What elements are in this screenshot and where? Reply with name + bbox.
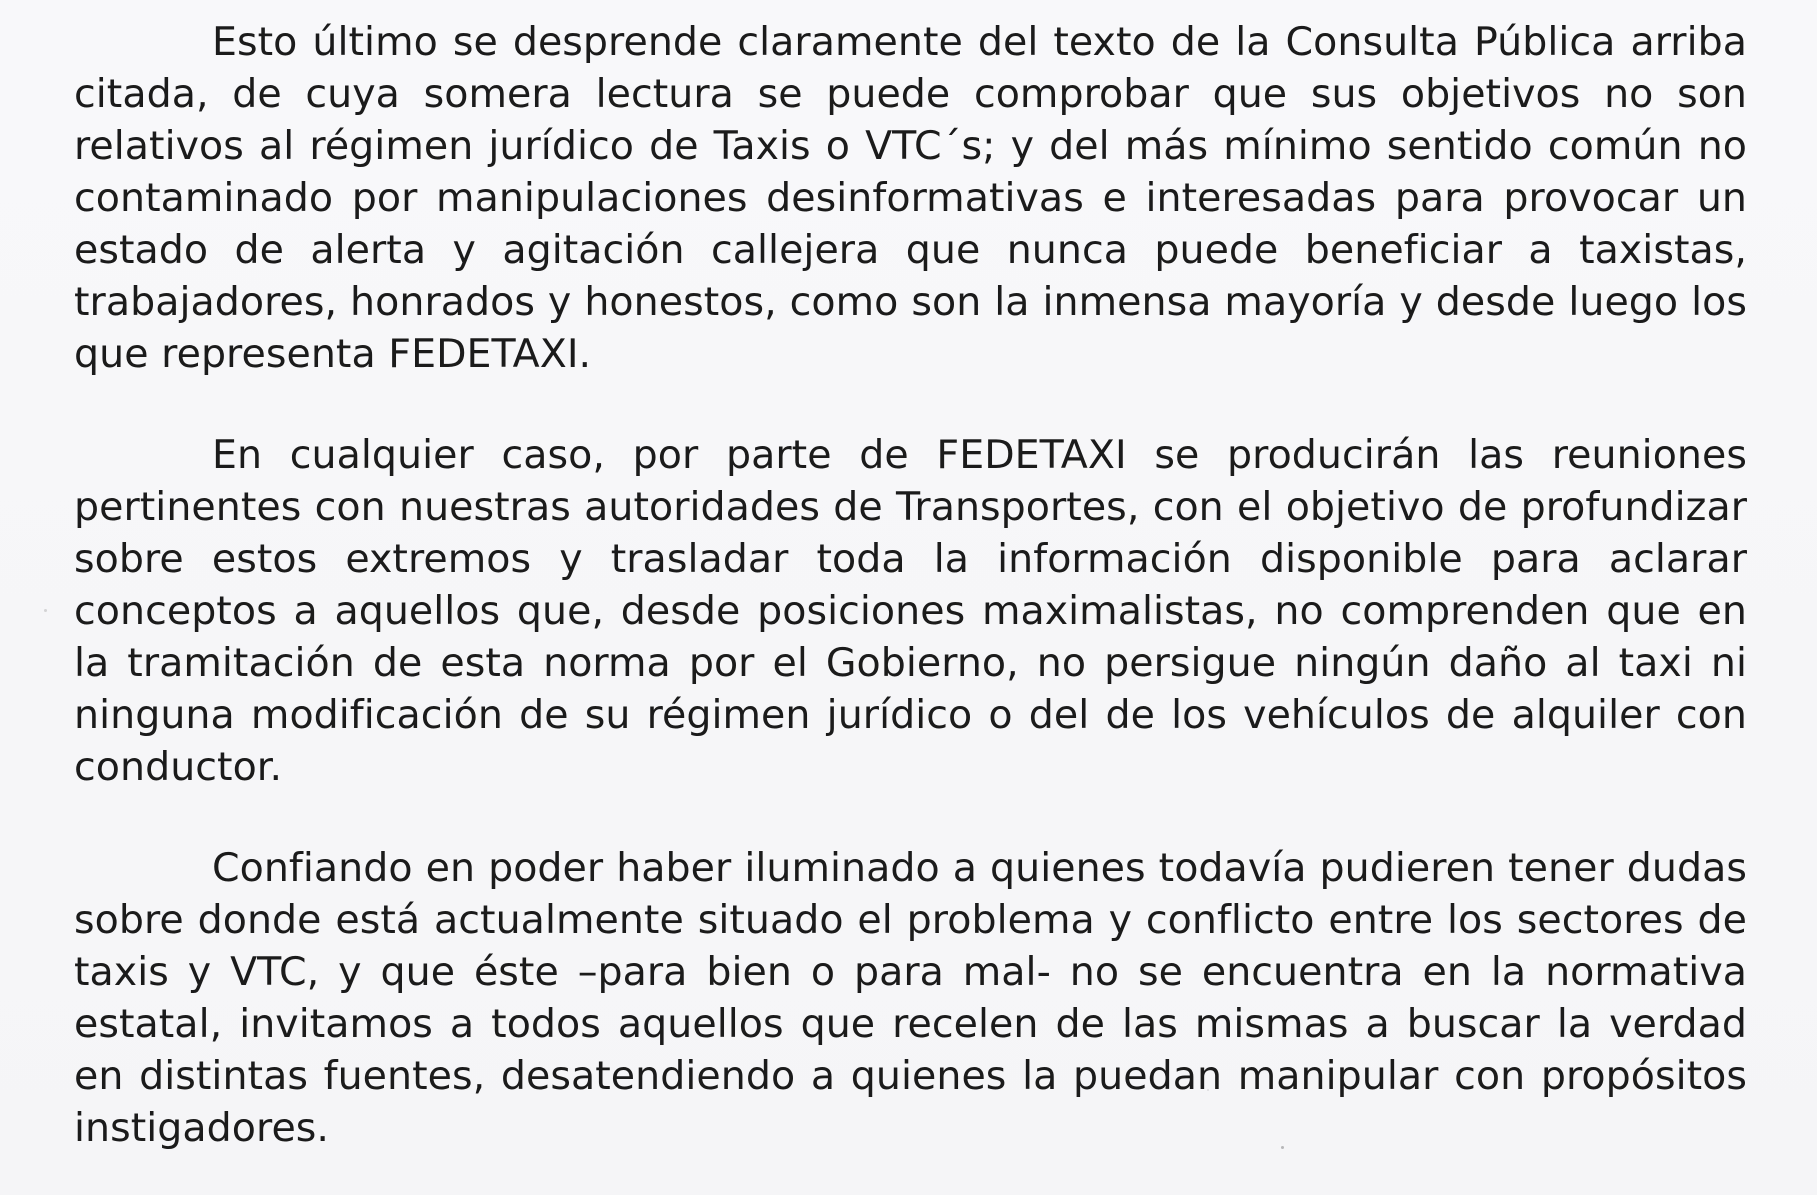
paragraph-2: En cualquier caso, por parte de FEDETAXI se producirán las reuniones pertinentes con nuestras autoridades de Transportes, con el objetivo de profundizar sobre estos extremos y trasladar toda la información disponible para aclarar conceptos a aquellos que, desde posiciones maximalistas, no comprenden que en la tramitación de esta norma por el Gobierno, no persigue ningún daño al taxi ni ninguna modificación de su régimen jurídico o del de los vehículos de alquiler con conductor.	[74, 432, 1747, 790]
scan-speck	[44, 609, 47, 612]
paragraph-3: Confiando en poder haber iluminado a quienes todavía pudieren tener dudas sobre donde está actualmente situado el problema y conflicto entre los sectores de taxis y VTC, y que éste –para bien o para mal- no se encuentra en la normativa estatal, invitamos a todos aquellos que recelen de las mismas a buscar la verdad en distintas fuentes, desatendiendo a quienes la puedan manipular con propósitos instigadores.	[74, 845, 1747, 1151]
paragraph-1: Esto último se desprende claramente del texto de la Consulta Pública arriba citada, de cuya somera lectura se puede comprobar que sus objetivos no son relativos al régimen jurídico de Taxis o VTC´s; y del más mínimo sentido común no contaminado por manipulaciones desinformativas e interesadas para provocar un estado de alerta y agitación callejera que nunca puede beneficiar a taxistas, trabajadores, honrados y honestos, como son la inmensa mayoría y desde luego los que representa FEDETAXI.	[74, 19, 1747, 377]
scan-speck	[1207, 1089, 1209, 1091]
scan-speck	[1281, 1146, 1284, 1149]
